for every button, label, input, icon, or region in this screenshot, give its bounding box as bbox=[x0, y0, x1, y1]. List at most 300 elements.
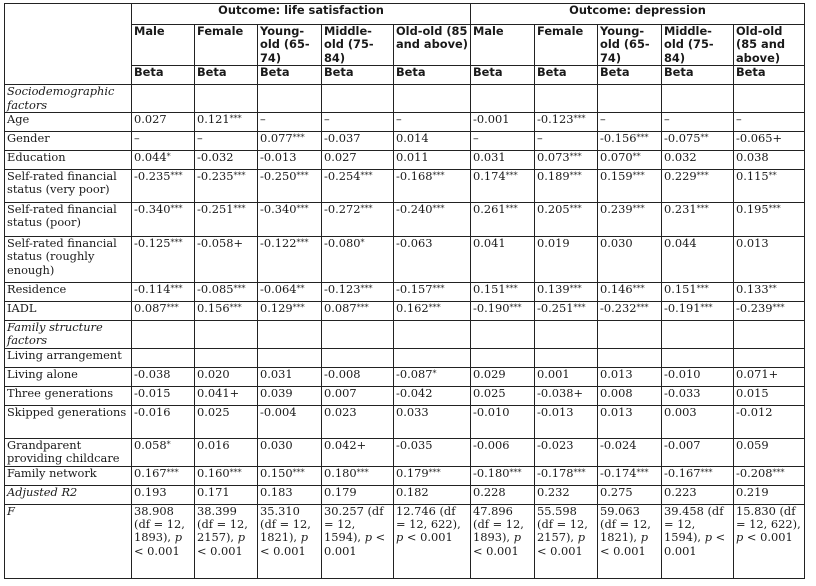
table-cell: -0.015 bbox=[132, 386, 195, 405]
empty-cell bbox=[322, 85, 394, 113]
p-symbol: p bbox=[736, 530, 744, 545]
significance-marker: *** bbox=[573, 114, 586, 124]
table-cell: 0.027 bbox=[132, 113, 195, 132]
table-cell: – bbox=[258, 113, 322, 132]
significance-marker: *** bbox=[229, 114, 242, 124]
beta-header: Beta bbox=[322, 66, 394, 85]
f-statistic-cell bbox=[734, 504, 805, 578]
significance-marker: *** bbox=[636, 303, 649, 313]
row-label: Education bbox=[5, 151, 132, 170]
significance-marker: *** bbox=[432, 171, 445, 181]
table-row bbox=[5, 485, 805, 504]
table-cell: -0.125*** bbox=[132, 237, 195, 283]
table-cell: 0.219 bbox=[734, 485, 805, 504]
table-cell: 0.229*** bbox=[662, 170, 734, 203]
table-row bbox=[5, 203, 805, 237]
significance-marker: *** bbox=[772, 467, 785, 477]
significance-marker: *** bbox=[569, 204, 582, 214]
significance-marker: *** bbox=[505, 284, 518, 294]
significance-marker: *** bbox=[170, 284, 183, 294]
significance-marker: * bbox=[432, 368, 437, 378]
table-cell: 0.008 bbox=[598, 386, 662, 405]
f-statistic-cell bbox=[471, 504, 535, 578]
table-cell: 0.058* bbox=[132, 438, 195, 466]
table-cell: 0.087*** bbox=[132, 302, 195, 321]
table-cell: -0.232*** bbox=[598, 302, 662, 321]
table-cell: 0.167*** bbox=[132, 466, 195, 485]
significance-marker: *** bbox=[292, 133, 305, 143]
table-cell: -0.063 bbox=[394, 237, 471, 283]
empty-cell bbox=[471, 85, 535, 113]
table-cell: -0.010 bbox=[662, 367, 734, 386]
table-cell bbox=[535, 348, 598, 367]
table-cell: 0.013 bbox=[598, 367, 662, 386]
p-symbol: p bbox=[174, 530, 182, 545]
table-row bbox=[5, 466, 805, 485]
empty-cell bbox=[662, 321, 734, 349]
table-cell: – bbox=[322, 113, 394, 132]
table-row bbox=[5, 151, 805, 170]
table-cell: -0.016 bbox=[132, 405, 195, 438]
row-label: Three generations bbox=[5, 386, 132, 405]
table-cell: 0.275 bbox=[598, 485, 662, 504]
table-cell: -0.032 bbox=[195, 151, 258, 170]
table-cell: 0.231*** bbox=[662, 203, 734, 237]
significance-marker: *** bbox=[360, 204, 373, 214]
table-cell: -0.013 bbox=[258, 151, 322, 170]
row-label: IADL bbox=[5, 302, 132, 321]
empty-cell bbox=[662, 85, 734, 113]
f-value: 15.830 (df = 12, 622), bbox=[736, 504, 801, 532]
table-cell: 0.151*** bbox=[662, 283, 734, 302]
significance-marker: *** bbox=[569, 171, 582, 181]
significance-marker: ** bbox=[700, 133, 709, 143]
p-threshold: < 0.001 bbox=[537, 543, 583, 558]
significance-marker: *** bbox=[166, 467, 179, 477]
table-cell: 0.039 bbox=[258, 386, 322, 405]
subgroup-header-dep-old-old-85-and-above: Old-old (85 and above) bbox=[734, 25, 805, 66]
table-cell: 0.183 bbox=[258, 485, 322, 504]
row-label: Living arrangement bbox=[5, 348, 132, 367]
empty-cell bbox=[258, 321, 322, 349]
p-symbol: p bbox=[364, 530, 372, 545]
table-cell: -0.235*** bbox=[195, 170, 258, 203]
significance-marker: *** bbox=[505, 204, 518, 214]
section-label-sociodemographic: Sociodemographic factors bbox=[5, 85, 132, 113]
p-threshold: < 0.001 bbox=[600, 543, 646, 558]
row-label-f: F bbox=[5, 504, 132, 578]
empty-cell bbox=[132, 321, 195, 349]
table-cell: -0.035 bbox=[394, 438, 471, 466]
table-cell bbox=[394, 348, 471, 367]
regression-table bbox=[4, 3, 805, 579]
table-cell: – bbox=[195, 132, 258, 151]
significance-marker: *** bbox=[170, 171, 183, 181]
table-cell: 0.232 bbox=[535, 485, 598, 504]
p-symbol: p bbox=[300, 530, 308, 545]
table-cell: -0.087* bbox=[394, 367, 471, 386]
table-cell: 0.070** bbox=[598, 151, 662, 170]
subgroup-header-ls-middle-old-75-84: Middle-old (75-84) bbox=[322, 25, 394, 66]
table-cell: -0.010 bbox=[471, 405, 535, 438]
table-cell: -0.038 bbox=[132, 367, 195, 386]
group-header-depression: Outcome: depression bbox=[471, 4, 805, 25]
significance-marker: *** bbox=[696, 284, 709, 294]
significance-marker: ** bbox=[768, 171, 777, 181]
table-cell: -0.251*** bbox=[195, 203, 258, 237]
row-label: Family network bbox=[5, 466, 132, 485]
empty-cell bbox=[471, 321, 535, 349]
table-cell: -0.239*** bbox=[734, 302, 805, 321]
table-cell: -0.058+ bbox=[195, 237, 258, 283]
section-row bbox=[5, 85, 805, 113]
significance-marker: *** bbox=[696, 204, 709, 214]
table-cell: -0.004 bbox=[258, 405, 322, 438]
table-cell: 0.139*** bbox=[535, 283, 598, 302]
table-row bbox=[5, 113, 805, 132]
table-cell: 0.189*** bbox=[535, 170, 598, 203]
significance-marker: *** bbox=[428, 467, 441, 477]
p-symbol: p bbox=[640, 530, 648, 545]
table-cell: – bbox=[132, 132, 195, 151]
f-statistic-cell bbox=[662, 504, 734, 578]
subgroup-header-dep-middle-old-75-84: Middle-old (75-84) bbox=[662, 25, 734, 66]
table-cell: -0.340*** bbox=[132, 203, 195, 237]
table-cell: 0.077*** bbox=[258, 132, 322, 151]
table-cell: -0.123*** bbox=[535, 113, 598, 132]
table-cell: 0.033 bbox=[394, 405, 471, 438]
f-statistic-cell bbox=[195, 504, 258, 578]
table-cell bbox=[662, 348, 734, 367]
beta-header: Beta bbox=[598, 66, 662, 85]
table-cell bbox=[258, 348, 322, 367]
table-cell: -0.340*** bbox=[258, 203, 322, 237]
table-cell: 0.019 bbox=[535, 237, 598, 283]
table-cell: 0.030 bbox=[598, 237, 662, 283]
significance-marker: * bbox=[166, 439, 171, 449]
table-cell: 0.228 bbox=[471, 485, 535, 504]
significance-marker: *** bbox=[573, 467, 586, 477]
table-cell: 0.032 bbox=[662, 151, 734, 170]
table-cell: 0.031 bbox=[258, 367, 322, 386]
significance-marker: *** bbox=[505, 171, 518, 181]
table-cell: 0.013 bbox=[598, 405, 662, 438]
table-cell: -0.180*** bbox=[471, 466, 535, 485]
empty-cell bbox=[394, 85, 471, 113]
subgroup-header-ls-male: Male bbox=[132, 25, 195, 66]
empty-cell bbox=[598, 85, 662, 113]
table-cell: 0.044* bbox=[132, 151, 195, 170]
significance-marker: *** bbox=[569, 152, 582, 162]
f-statistic-row bbox=[5, 504, 805, 578]
significance-marker: *** bbox=[432, 204, 445, 214]
significance-marker: *** bbox=[296, 204, 309, 214]
section-label-family_structure: Family structure factors bbox=[5, 321, 132, 349]
significance-marker: *** bbox=[233, 204, 246, 214]
row-label: Self-rated financial status (roughly enough) bbox=[5, 237, 132, 283]
significance-marker: *** bbox=[700, 303, 713, 313]
f-value: 38.399 (df = 12, 2157), bbox=[197, 504, 248, 545]
p-threshold: < 0.001 bbox=[664, 530, 726, 558]
beta-header: Beta bbox=[471, 66, 535, 85]
table-cell: 0.042+ bbox=[322, 438, 394, 466]
table-cell: -0.167*** bbox=[662, 466, 734, 485]
table-cell: -0.208*** bbox=[734, 466, 805, 485]
table-cell: 0.031 bbox=[471, 151, 535, 170]
table-cell: -0.191*** bbox=[662, 302, 734, 321]
table-cell: -0.007 bbox=[662, 438, 734, 466]
empty-cell bbox=[734, 321, 805, 349]
table-cell: -0.190*** bbox=[471, 302, 535, 321]
table-cell: 0.193 bbox=[132, 485, 195, 504]
table-cell: -0.157*** bbox=[394, 283, 471, 302]
table-cell: 0.151*** bbox=[471, 283, 535, 302]
beta-header: Beta bbox=[258, 66, 322, 85]
table-cell: 0.041+ bbox=[195, 386, 258, 405]
table-row bbox=[5, 438, 805, 466]
table-cell: -0.075** bbox=[662, 132, 734, 151]
table-cell: 0.029 bbox=[471, 367, 535, 386]
table-cell: -0.240*** bbox=[394, 203, 471, 237]
row-label: Living alone bbox=[5, 367, 132, 386]
group-header-life-satisfaction: Outcome: life satisfaction bbox=[132, 4, 471, 25]
table-cell: – bbox=[535, 132, 598, 151]
row-label: Self-rated financial status (very poor) bbox=[5, 170, 132, 203]
table-cell: 0.025 bbox=[471, 386, 535, 405]
table-cell: -0.235*** bbox=[132, 170, 195, 203]
f-statistic-cell bbox=[394, 504, 471, 578]
table-row bbox=[5, 132, 805, 151]
beta-header: Beta bbox=[132, 66, 195, 85]
beta-header: Beta bbox=[394, 66, 471, 85]
row-label: Gender bbox=[5, 132, 132, 151]
significance-marker: *** bbox=[292, 467, 305, 477]
table-cell: 0.023 bbox=[322, 405, 394, 438]
table-cell: 0.205*** bbox=[535, 203, 598, 237]
table-cell: 0.044 bbox=[662, 237, 734, 283]
section-row bbox=[5, 321, 805, 349]
significance-marker: *** bbox=[632, 284, 645, 294]
significance-marker: *** bbox=[229, 467, 242, 477]
table-cell: – bbox=[662, 113, 734, 132]
table-cell: 0.223 bbox=[662, 485, 734, 504]
table-cell: 0.160*** bbox=[195, 466, 258, 485]
table-cell bbox=[471, 348, 535, 367]
table-cell: 0.162*** bbox=[394, 302, 471, 321]
table-cell: 0.171 bbox=[195, 485, 258, 504]
row-label: Self-rated financial status (poor) bbox=[5, 203, 132, 237]
empty-cell bbox=[195, 321, 258, 349]
table-cell: -0.042 bbox=[394, 386, 471, 405]
significance-marker: *** bbox=[772, 303, 785, 313]
significance-marker: ** bbox=[296, 284, 305, 294]
table-cell: 0.146*** bbox=[598, 283, 662, 302]
table-cell: -0.064** bbox=[258, 283, 322, 302]
table-cell: 0.059 bbox=[734, 438, 805, 466]
significance-marker: *** bbox=[509, 303, 522, 313]
table-cell: -0.250*** bbox=[258, 170, 322, 203]
table-cell: -0.174*** bbox=[598, 466, 662, 485]
table-cell: 0.011 bbox=[394, 151, 471, 170]
table-cell: -0.178*** bbox=[535, 466, 598, 485]
f-statistic-cell bbox=[535, 504, 598, 578]
table-cell: 0.020 bbox=[195, 367, 258, 386]
row-label: Adjusted R2 bbox=[5, 485, 132, 504]
significance-marker: *** bbox=[360, 284, 373, 294]
empty-cell bbox=[535, 85, 598, 113]
table-cell: -0.037 bbox=[322, 132, 394, 151]
row-label: Age bbox=[5, 113, 132, 132]
significance-marker: *** bbox=[233, 284, 246, 294]
table-cell: -0.114*** bbox=[132, 283, 195, 302]
table-cell: 0.174*** bbox=[471, 170, 535, 203]
p-threshold: < 0.001 bbox=[197, 543, 243, 558]
significance-marker: ** bbox=[632, 152, 641, 162]
f-statistic-cell bbox=[322, 504, 394, 578]
table-cell bbox=[195, 348, 258, 367]
table-cell: – bbox=[734, 113, 805, 132]
p-threshold: < 0.001 bbox=[260, 543, 306, 558]
empty-cell bbox=[598, 321, 662, 349]
significance-marker: *** bbox=[636, 467, 649, 477]
significance-marker: *** bbox=[166, 303, 179, 313]
table-cell: -0.038+ bbox=[535, 386, 598, 405]
p-threshold: < 0.001 bbox=[743, 530, 793, 545]
table-cell: -0.001 bbox=[471, 113, 535, 132]
table-cell: -0.085*** bbox=[195, 283, 258, 302]
table-cell: 0.007 bbox=[322, 386, 394, 405]
empty-cell bbox=[734, 85, 805, 113]
empty-cell bbox=[394, 321, 471, 349]
table-row bbox=[5, 170, 805, 203]
table-row bbox=[5, 367, 805, 386]
table-cell: 0.038 bbox=[734, 151, 805, 170]
p-symbol: p bbox=[237, 530, 245, 545]
table-cell bbox=[598, 348, 662, 367]
table-cell: 0.073*** bbox=[535, 151, 598, 170]
f-value: 39.458 (df = 12, 1594), bbox=[664, 504, 724, 545]
p-threshold: < 0.001 bbox=[473, 543, 519, 558]
f-value: 35.310 (df = 12, 1821), bbox=[260, 504, 311, 545]
subgroup-header-ls-old-old-85-and-above: Old-old (85 and above) bbox=[394, 25, 471, 66]
empty-cell bbox=[132, 85, 195, 113]
corner-cell bbox=[5, 4, 132, 85]
table-cell: -0.251*** bbox=[535, 302, 598, 321]
significance-marker: *** bbox=[432, 284, 445, 294]
empty-cell bbox=[322, 321, 394, 349]
table-cell: 0.041 bbox=[471, 237, 535, 283]
subgroup-header-dep-female: Female bbox=[535, 25, 598, 66]
f-value: 47.896 (df = 12, 1893), bbox=[473, 504, 524, 545]
table-cell: -0.168*** bbox=[394, 170, 471, 203]
significance-marker: *** bbox=[296, 238, 309, 248]
table-cell: -0.080* bbox=[322, 237, 394, 283]
table-cell: 0.195*** bbox=[734, 203, 805, 237]
table-cell: -0.033 bbox=[662, 386, 734, 405]
significance-marker: *** bbox=[700, 467, 713, 477]
significance-marker: *** bbox=[636, 133, 649, 143]
p-symbol: p bbox=[396, 530, 404, 545]
table-cell: 0.013 bbox=[734, 237, 805, 283]
subgroup-header-ls-female: Female bbox=[195, 25, 258, 66]
beta-header: Beta bbox=[535, 66, 598, 85]
table-cell: -0.254*** bbox=[322, 170, 394, 203]
table-cell: -0.122*** bbox=[258, 237, 322, 283]
empty-cell bbox=[535, 321, 598, 349]
f-value: 59.063 (df = 12, 1821), bbox=[600, 504, 651, 545]
table-cell: 0.133** bbox=[734, 283, 805, 302]
significance-marker: *** bbox=[170, 238, 183, 248]
p-symbol: p bbox=[513, 530, 521, 545]
table-cell: 0.159*** bbox=[598, 170, 662, 203]
table-cell bbox=[132, 348, 195, 367]
table-cell: 0.121*** bbox=[195, 113, 258, 132]
significance-marker: *** bbox=[768, 204, 781, 214]
significance-marker: *** bbox=[356, 467, 369, 477]
table-cell: 0.156*** bbox=[195, 302, 258, 321]
beta-header: Beta bbox=[734, 66, 805, 85]
empty-cell bbox=[258, 85, 322, 113]
table-cell: 0.015 bbox=[734, 386, 805, 405]
f-value: 38.908 (df = 12, 1893), bbox=[134, 504, 185, 545]
table-cell: 0.030 bbox=[258, 438, 322, 466]
p-symbol: p bbox=[704, 530, 712, 545]
significance-marker: *** bbox=[696, 171, 709, 181]
table-cell: -0.272*** bbox=[322, 203, 394, 237]
table-cell: 0.150*** bbox=[258, 466, 322, 485]
table-cell: -0.006 bbox=[471, 438, 535, 466]
beta-header: Beta bbox=[195, 66, 258, 85]
table-row bbox=[5, 237, 805, 283]
table-cell: 0.179 bbox=[322, 485, 394, 504]
table-cell: 0.001 bbox=[535, 367, 598, 386]
table-cell: -0.024 bbox=[598, 438, 662, 466]
table-cell: 0.025 bbox=[195, 405, 258, 438]
table-cell: – bbox=[598, 113, 662, 132]
table-cell: -0.065+ bbox=[734, 132, 805, 151]
f-value: 55.598 (df = 12, 2157), bbox=[537, 504, 588, 545]
subgroup-header-dep-male: Male bbox=[471, 25, 535, 66]
f-statistic-cell bbox=[132, 504, 195, 578]
significance-marker: *** bbox=[360, 171, 373, 181]
significance-marker: * bbox=[166, 152, 171, 162]
table-cell: 0.087*** bbox=[322, 302, 394, 321]
table-cell: 0.129*** bbox=[258, 302, 322, 321]
table-cell: 0.261*** bbox=[471, 203, 535, 237]
p-threshold: < 0.001 bbox=[403, 530, 453, 545]
table-cell: -0.023 bbox=[535, 438, 598, 466]
p-threshold: < 0.001 bbox=[324, 530, 386, 558]
f-value: 30.257 (df = 12, 1594), bbox=[324, 504, 384, 545]
significance-marker: *** bbox=[229, 303, 242, 313]
table-cell: -0.013 bbox=[535, 405, 598, 438]
f-statistic-cell bbox=[258, 504, 322, 578]
significance-marker: *** bbox=[428, 303, 441, 313]
table-row bbox=[5, 283, 805, 302]
table-cell: – bbox=[394, 113, 471, 132]
f-value: 12.746 (df = 12, 622), bbox=[396, 504, 461, 532]
significance-marker: ** bbox=[768, 284, 777, 294]
table-cell: -0.008 bbox=[322, 367, 394, 386]
table-cell: -0.012 bbox=[734, 405, 805, 438]
table-cell: 0.115** bbox=[734, 170, 805, 203]
significance-marker: *** bbox=[632, 171, 645, 181]
significance-marker: *** bbox=[356, 303, 369, 313]
table-cell bbox=[734, 348, 805, 367]
significance-marker: *** bbox=[509, 467, 522, 477]
group-header-row bbox=[5, 4, 805, 25]
significance-marker: *** bbox=[292, 303, 305, 313]
